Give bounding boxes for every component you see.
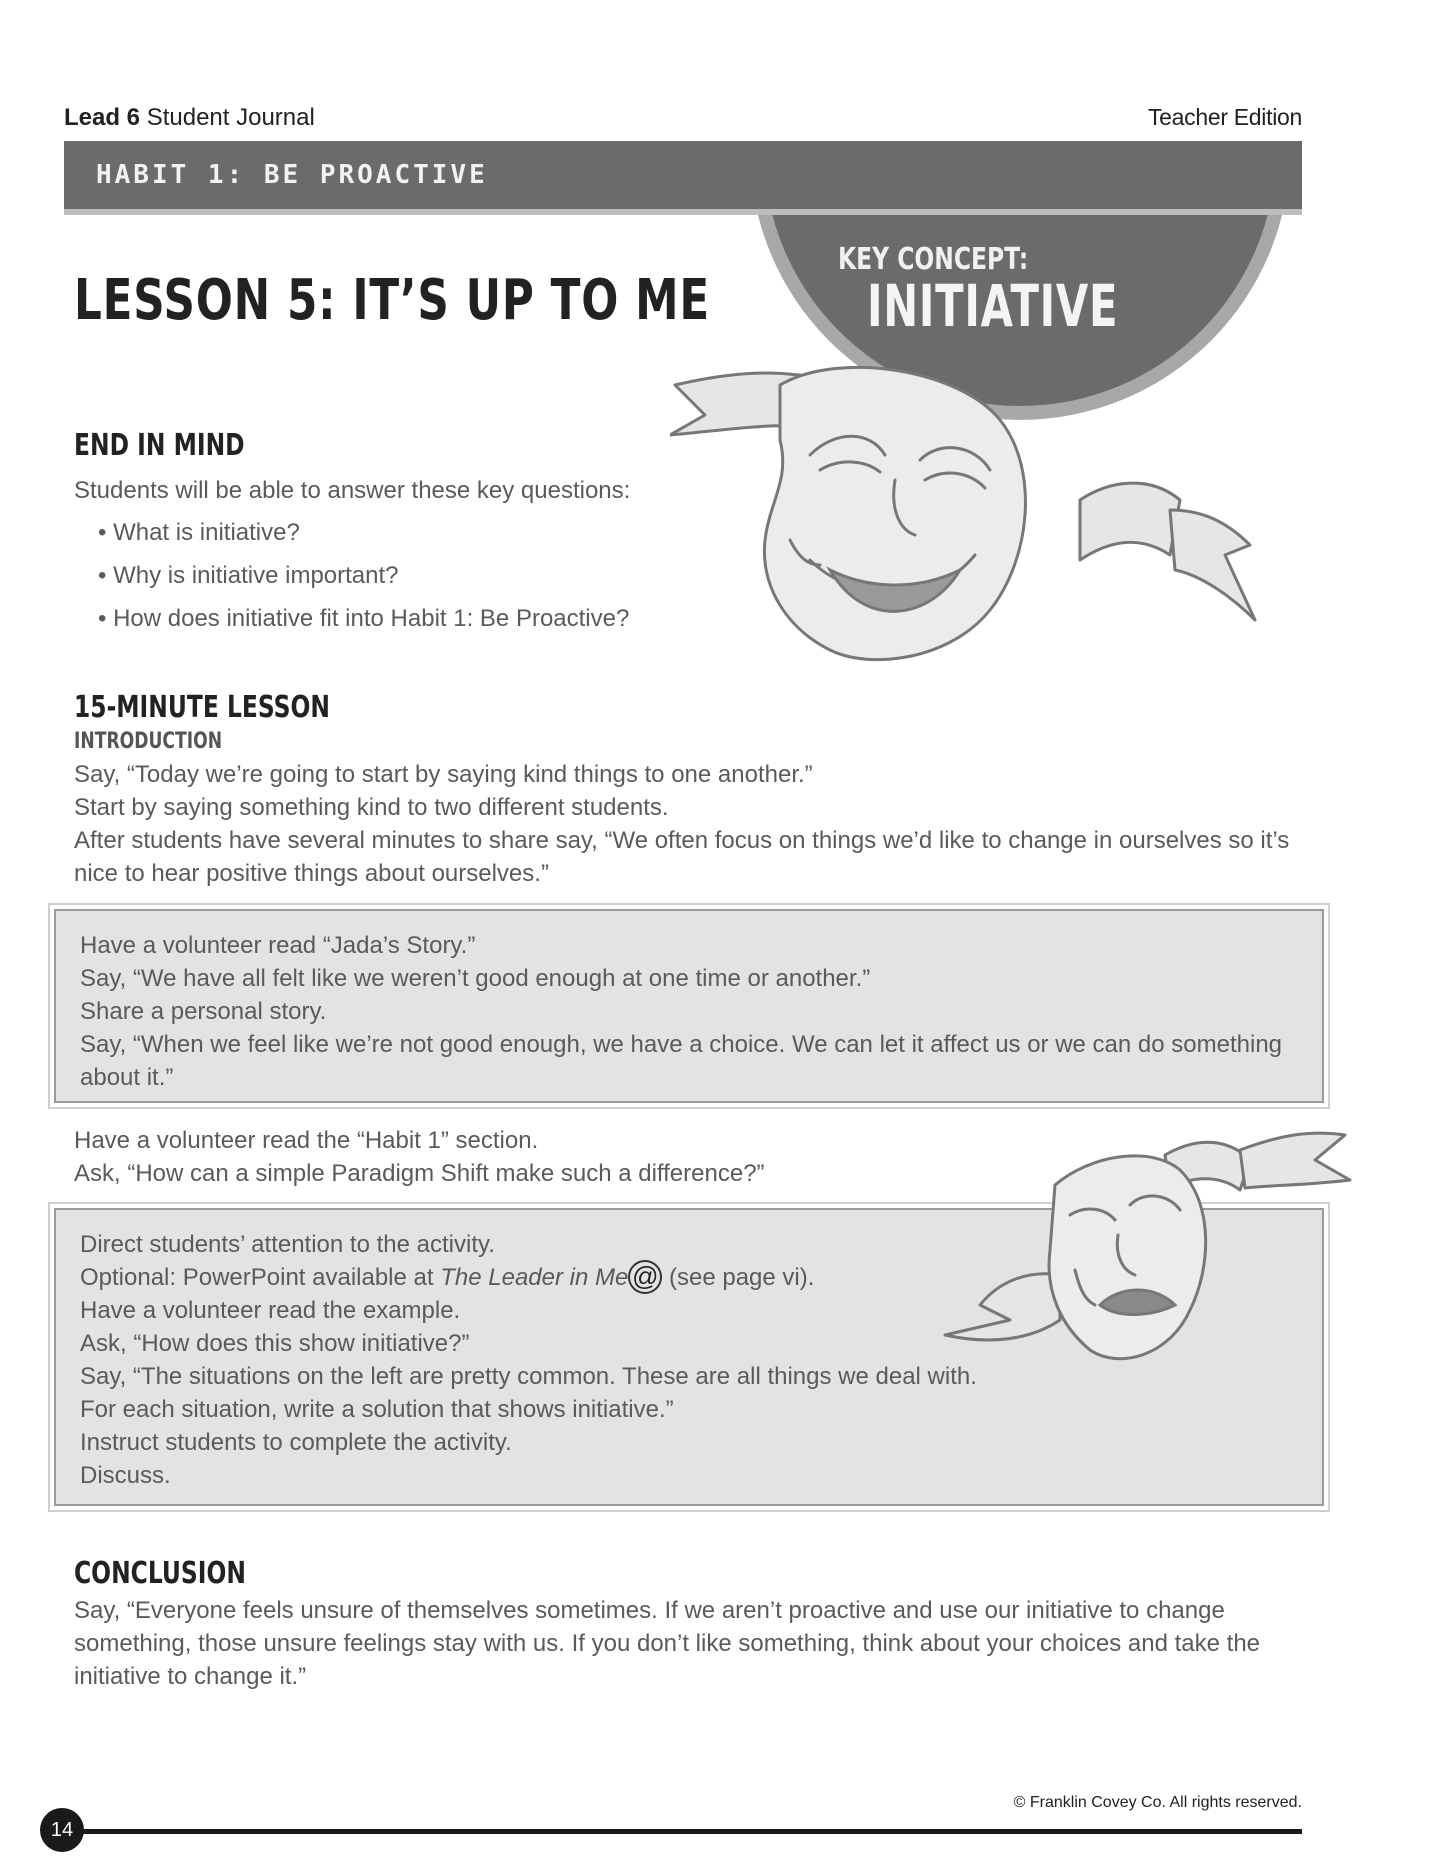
leader-in-me-title: The Leader in Me <box>440 1264 629 1291</box>
list-item: • Why is initiative important? <box>98 554 629 597</box>
end-in-mind-heading: END IN MIND <box>74 428 245 463</box>
text-line: Ask, “How does this show initiative?” <box>80 1330 470 1357</box>
list-item: • How does initiative fit into Habit 1: Be Proactive? <box>98 597 629 640</box>
text-line: After students have several minutes to share say, “We often focus on things we’d like to change in ourselves so it’s <box>74 827 1290 854</box>
list-item: • What is initiative? <box>98 511 629 554</box>
habit-section-text <box>74 1124 765 1190</box>
end-in-mind-intro: Students will be able to answer these key questions: <box>74 477 631 504</box>
text-line: about it.” <box>80 1064 174 1091</box>
lesson-title: LESSON 5: IT’S UP TO ME <box>74 268 710 333</box>
text-line: For each situation, write a solution that shows initiative.” <box>80 1396 674 1423</box>
key-concept-label: KEY CONCEPT: <box>838 242 1029 277</box>
text-line: Optional: PowerPoint available at The Leader in Me @ (see page vi). <box>80 1261 977 1294</box>
text-line: Say, “The situations on the left are pretty common. These are all things we deal with. <box>80 1363 977 1390</box>
text-line: Ask, “How can a simple Paradigm Shift make such a difference?” <box>74 1160 765 1187</box>
comedy-mask-icon <box>670 360 1260 680</box>
footer-rule <box>64 1829 1302 1834</box>
text-line: Say, “Everyone feels unsure of themselves sometimes. If we aren’t proactive and use our initiative to change <box>74 1597 1225 1624</box>
habit-banner <box>64 141 1302 215</box>
text-line: nice to hear positive things about ourselves.” <box>74 860 549 887</box>
tragedy-mask-icon <box>940 1130 1400 1370</box>
key-concept-value: INITIATIVE <box>867 272 1119 340</box>
introduction-subheading: INTRODUCTION <box>74 729 223 754</box>
page-number: 14 <box>40 1808 84 1852</box>
text-line: Have a volunteer read the example. <box>80 1297 461 1324</box>
conclusion-heading: CONCLUSION <box>74 1556 246 1591</box>
key-questions-list <box>98 511 629 640</box>
text-line: Instruct students to complete the activity. <box>80 1429 512 1456</box>
story-box <box>54 909 1324 1103</box>
text-line: Have a volunteer read “Jada’s Story.” <box>80 932 476 959</box>
introduction-text <box>74 758 1289 890</box>
text-line: initiative to change it.” <box>74 1663 307 1690</box>
text-line: Share a personal story. <box>80 998 327 1025</box>
journal-title: Lead 6 Student Journal <box>64 104 315 131</box>
habit-banner-label: HABIT 1: BE PROACTIVE <box>96 160 488 190</box>
text-line: Start by saying something kind to two different students. <box>74 794 669 821</box>
text-line: Say, “Today we’re going to start by saying kind things to one another.” <box>74 761 813 788</box>
edition-label: Teacher Edition <box>1147 104 1302 130</box>
text-line: Say, “When we feel like we’re not good enough, we have a choice. We can let it affect us or we can do something <box>80 1031 1283 1058</box>
text-line: Discuss. <box>80 1462 171 1489</box>
text-line: something, those unsure feelings stay with us. If you don’t like something, think about your choices and take the <box>74 1630 1261 1657</box>
copyright: © Franklin Covey Co. All rights reserved. <box>1013 1794 1302 1811</box>
text-line: Have a volunteer read the “Habit 1” section. <box>74 1127 539 1154</box>
conclusion-text <box>74 1594 1260 1693</box>
at-icon: @ <box>628 1260 662 1294</box>
text-line: Say, “We have all felt like we weren’t good enough at one time or another.” <box>80 965 871 992</box>
lesson-15-heading: 15-MINUTE LESSON <box>74 690 330 725</box>
text-line: Direct students’ attention to the activity. <box>80 1231 495 1258</box>
